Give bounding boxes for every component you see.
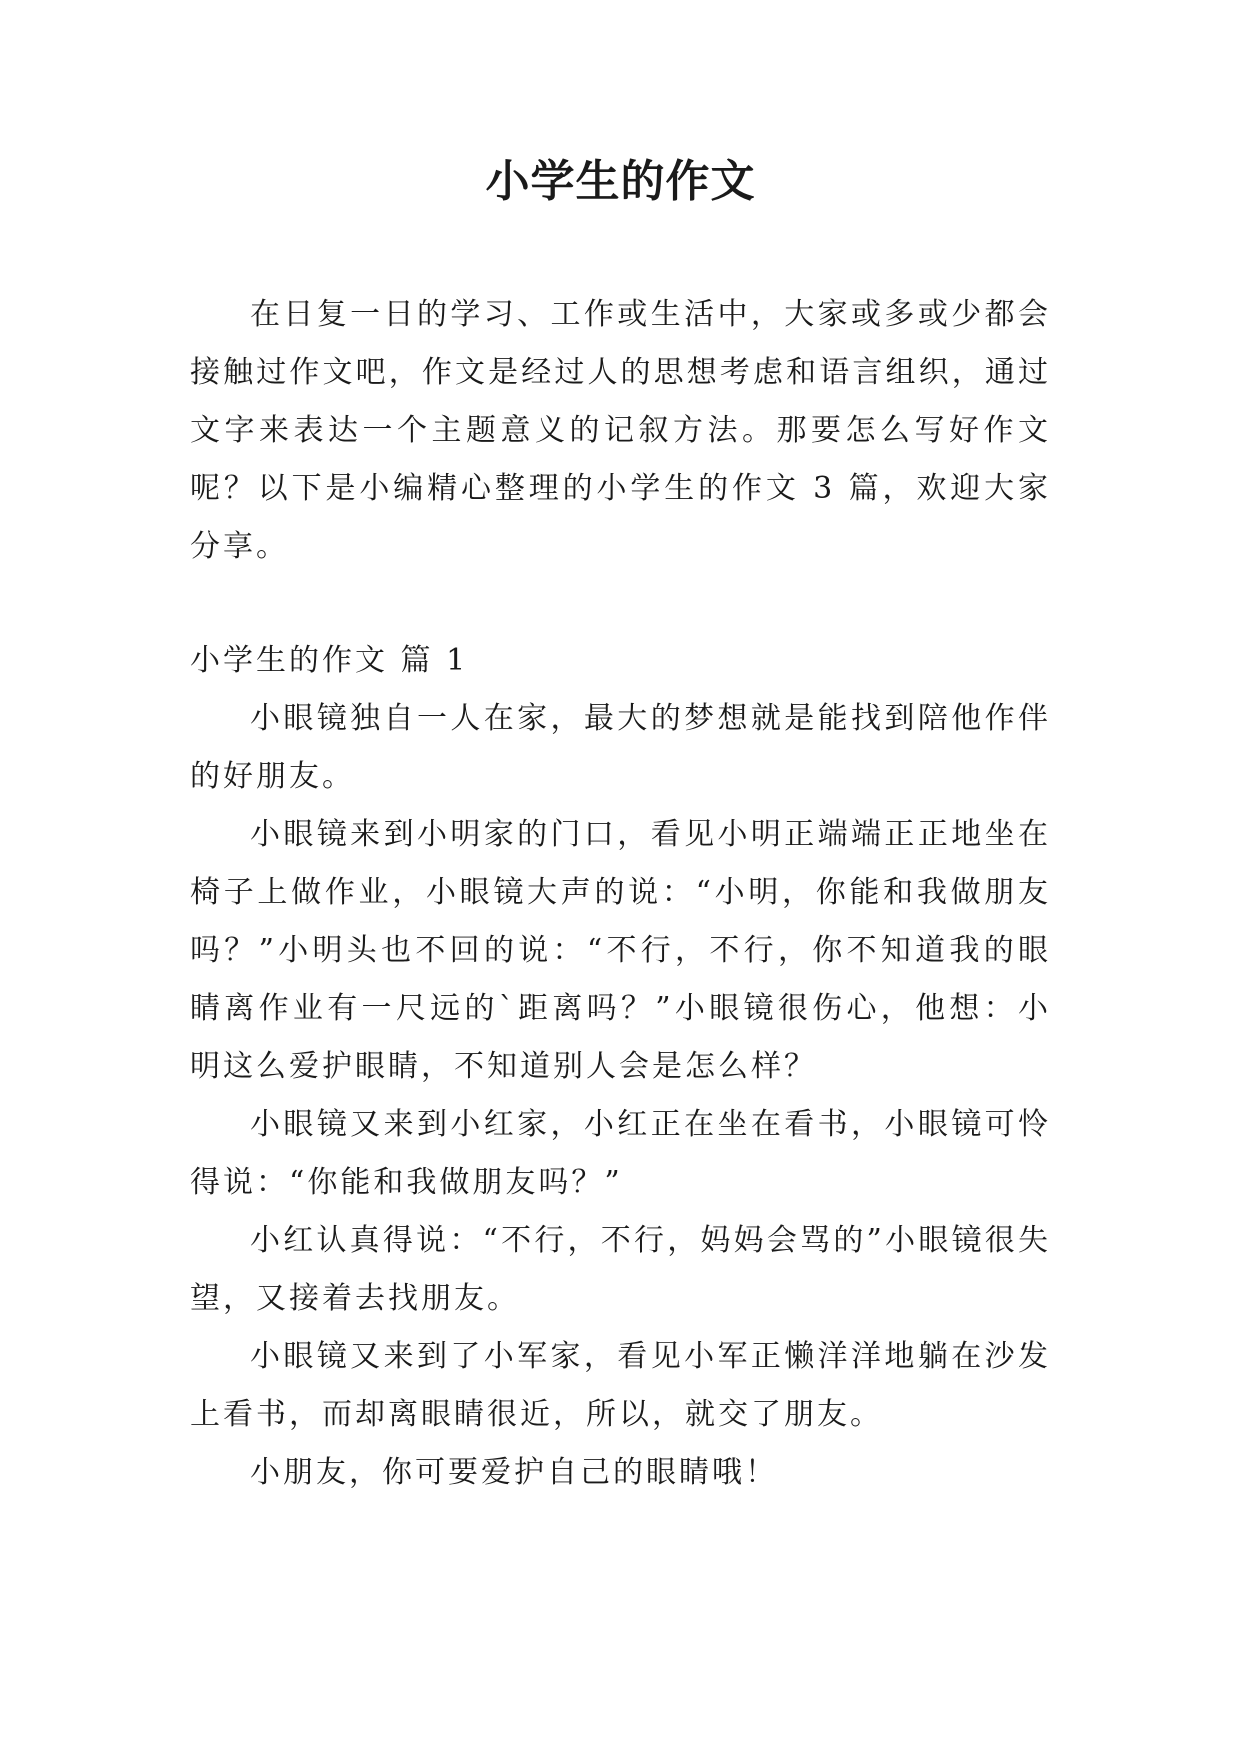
intro-section [190,286,1051,576]
essay-section [190,632,1051,1502]
essay-paragraph: 小眼镜又来到了小军家，看见小军正懒洋洋地躺在沙发上看书，而却离眼睛很近，所以，就交了朋友。 [190,1339,1051,1432]
intro-paragraph: 在日复一日的学习、工作或生活中，大家或多或少都会接触过作文吧，作文是经过人的思想考虑和语言组织，通过文字来表达一个主题意义的记叙方法。那要怎么写好作文呢？以下是小编精心整理的小学生的作文 3 篇，欢迎大家分享。 [190,297,1051,564]
page-title: 小学生的作文 [485,156,756,207]
essay-paragraph: 小朋友，你可要爱护自己的眼睛哦！ [250,1455,778,1490]
essay-paragraph: 小眼镜来到小明家的门口，看见小明正端端正正地坐在椅子上做作业，小眼镜大声的说：“小明，你能和我做朋友吗？”小明头也不回的说：“不行，不行，你不知道我的眼睛离作业有一尺远的`距离吗？”小眼镜很伤心，他想：小明这么爱护眼睛，不知道别人会是怎么样？ [190,817,1051,1084]
essay-paragraph: 小眼镜又来到小红家，小红正在坐在看书，小眼镜可怜得说：“你能和我做朋友吗？” [190,1107,1051,1200]
essay-paragraph: 小眼镜独自一人在家，最大的梦想就是能找到陪他作伴的好朋友。 [190,701,1051,794]
section-heading: 小学生的作文 篇 1 [190,643,469,678]
essay-paragraph: 小红认真得说：“不行，不行，妈妈会骂的”小眼镜很失望，又接着去找朋友。 [190,1223,1051,1316]
